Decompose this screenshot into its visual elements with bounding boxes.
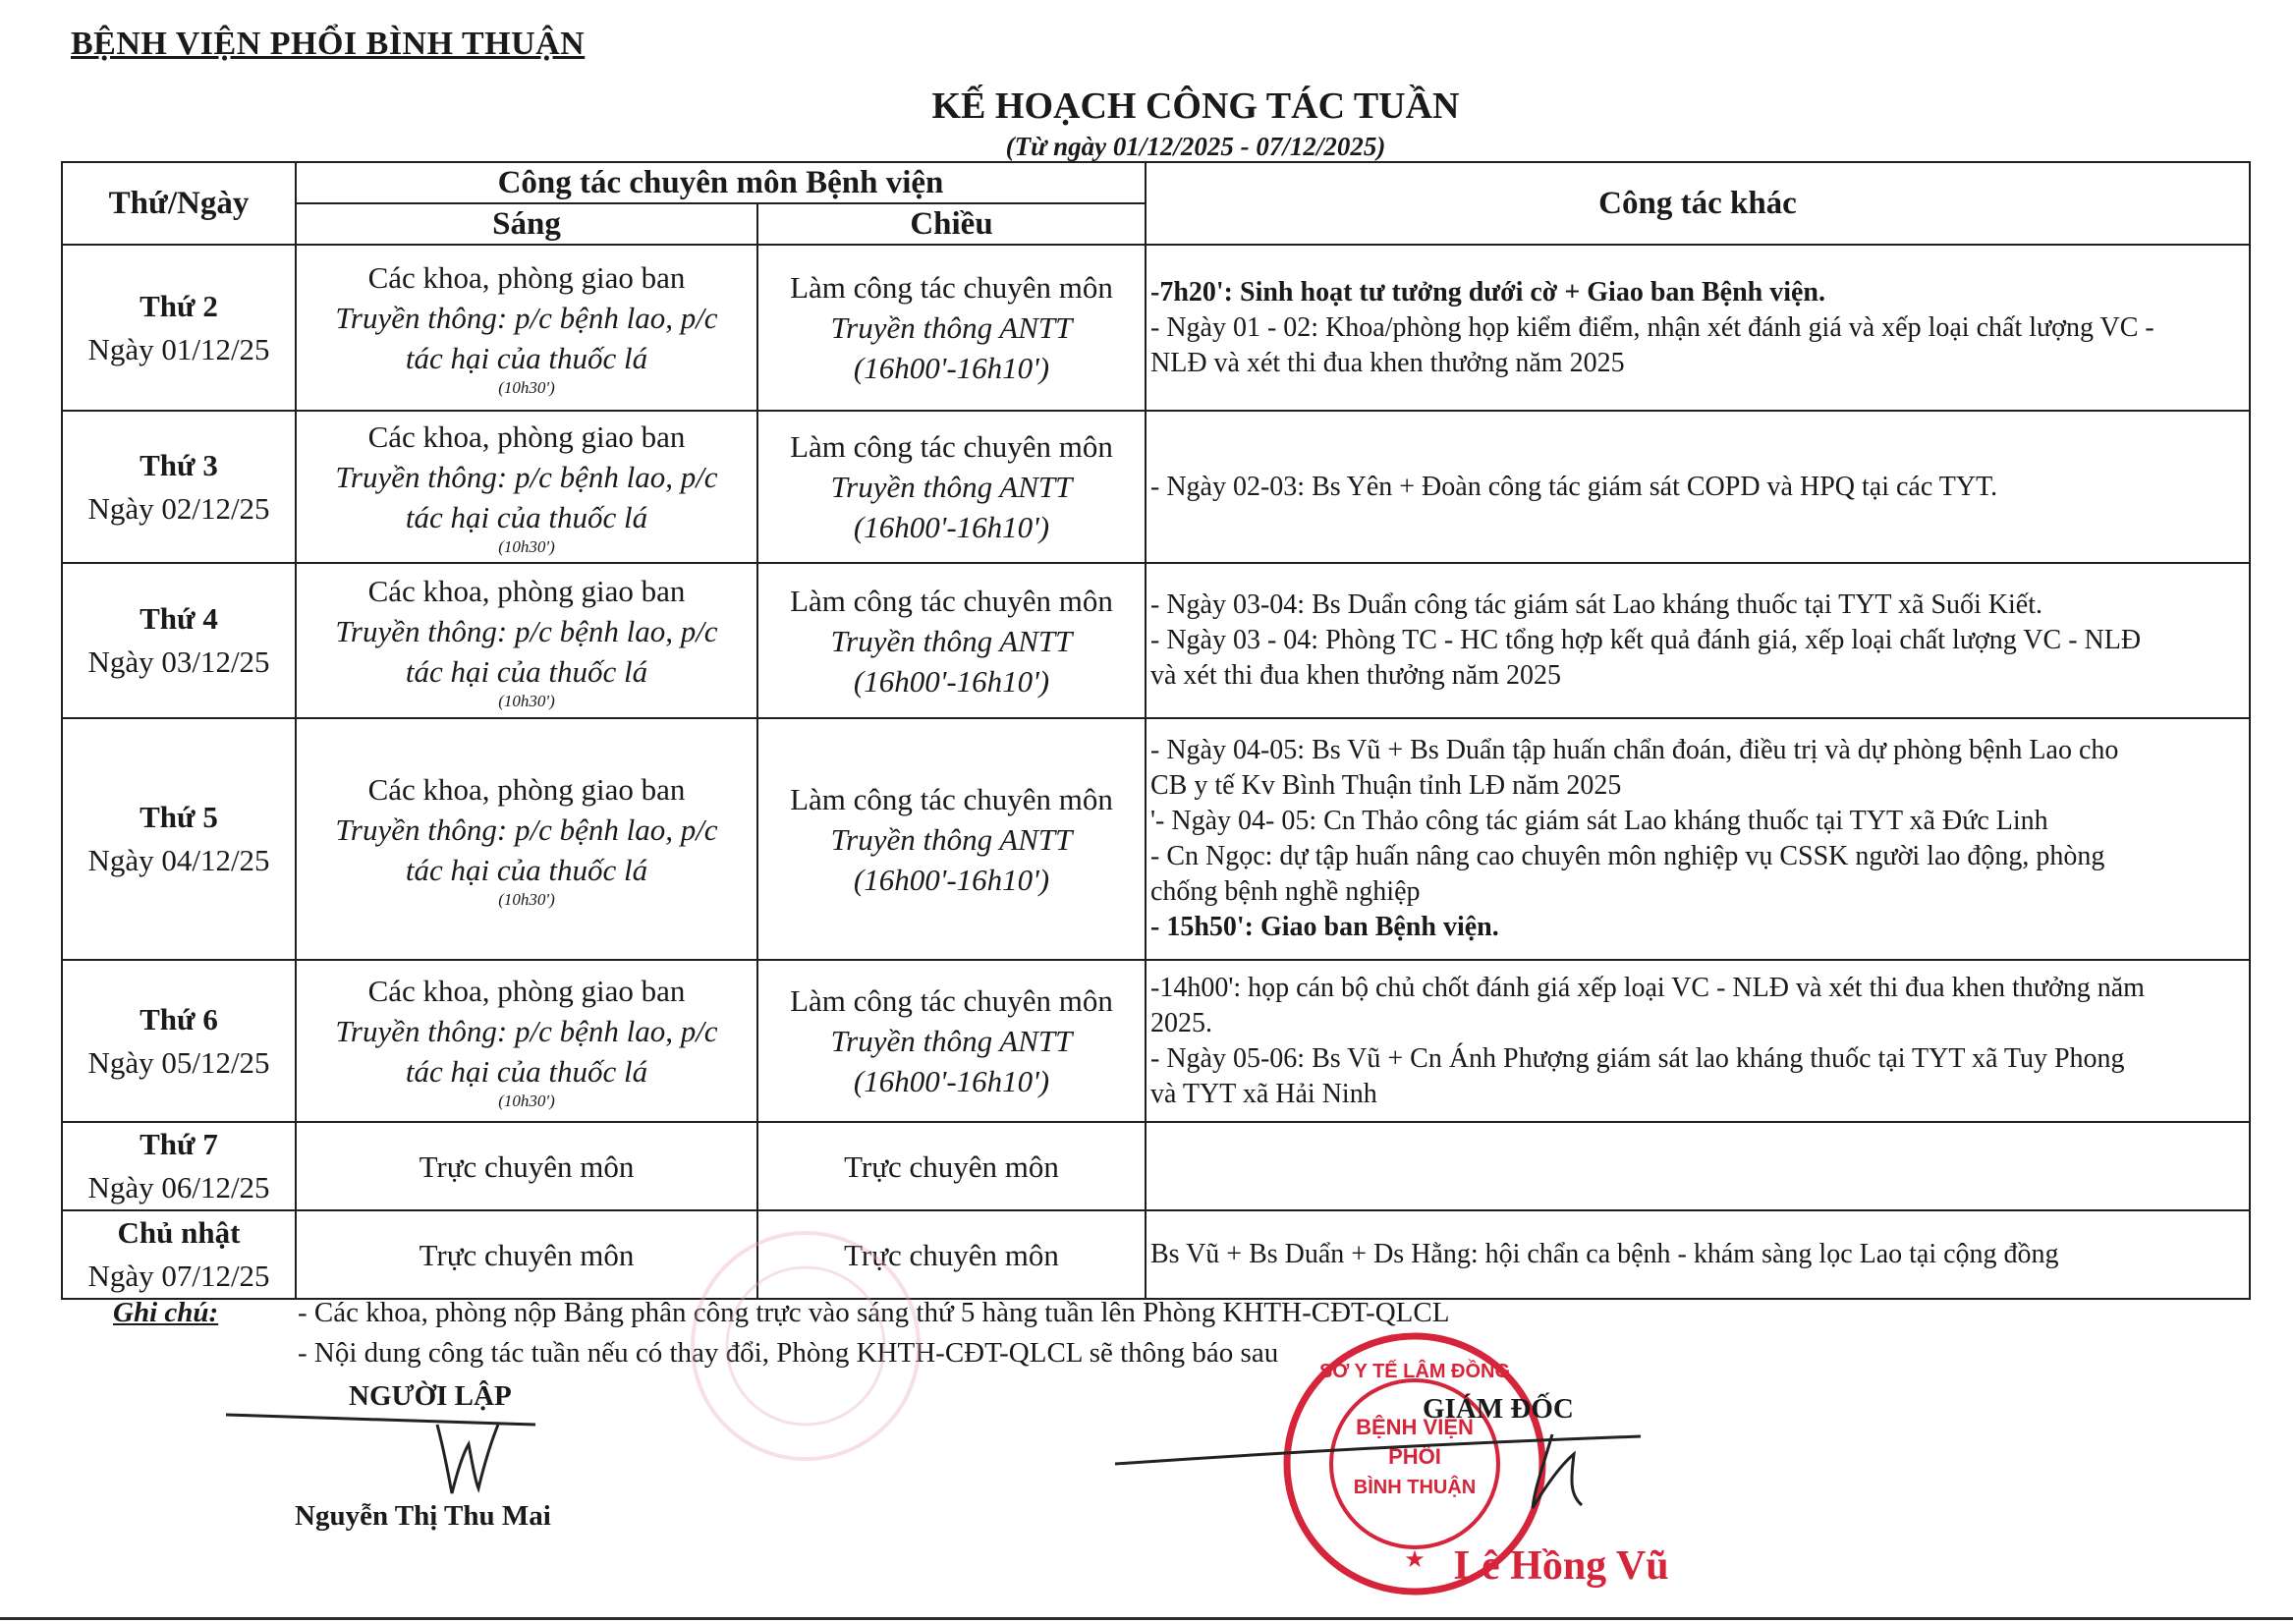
table-row xyxy=(62,1122,2250,1210)
day-date: Ngày 04/12/25 xyxy=(87,843,270,877)
morning-line: Các khoa, phòng giao ban xyxy=(367,260,686,295)
hospital-name: BỆNH VIỆN PHỔI BÌNH THUẬN xyxy=(71,26,586,62)
director-signature-icon xyxy=(1110,1415,1660,1533)
director-name: Lê Hồng Vũ xyxy=(1454,1543,1669,1589)
afternoon-line: Truyền thông ANTT xyxy=(830,310,1073,345)
other-line: '- Ngày 04- 05: Cn Thảo công tác giám sát Lao kháng thuốc tại TYT xã Đức Linh xyxy=(1150,806,2048,836)
day-cell xyxy=(62,1210,296,1299)
seal-ring-text: SỞ Y TẾ LÂM ĐỒNG xyxy=(1318,1361,1511,1382)
table-row xyxy=(62,1210,2250,1299)
day-date: Ngày 07/12/25 xyxy=(87,1259,270,1293)
afternoon-line: (16h00'-16h10') xyxy=(853,1064,1050,1098)
seal-line-3: BÌNH THUẬN xyxy=(1353,1477,1477,1498)
other-line: chống bệnh nghề nghiệp xyxy=(1150,876,1421,907)
day-date: Ngày 06/12/25 xyxy=(87,1170,270,1204)
morning-cell xyxy=(296,245,757,411)
preparer-signature-icon xyxy=(221,1395,545,1503)
morning-line: Truyền thông: p/c bệnh lao, p/c xyxy=(335,460,718,494)
afternoon-cell xyxy=(757,960,1146,1122)
other-line: - Cn Ngọc: dự tập huấn nâng cao chuyên môn nghiệp vụ CSSK người lao động, phòng xyxy=(1150,841,2105,871)
other-line: - 15h50': Giao ban Bệnh viện. xyxy=(1150,912,1499,942)
table-row xyxy=(62,960,2250,1122)
other-cell xyxy=(1146,563,2250,718)
afternoon-line: (16h00'-16h10') xyxy=(853,510,1050,544)
schedule-table xyxy=(61,161,2251,1300)
afternoon-line: Truyền thông ANTT xyxy=(830,1024,1073,1058)
other-line: Bs Vũ + Bs Duẩn + Ds Hằng: hội chẩn ca bệnh - khám sàng lọc Lao tại cộng đồng xyxy=(1150,1239,2059,1269)
morning-line: Các khoa, phòng giao ban xyxy=(367,771,686,807)
afternoon-line: Trực chuyên môn xyxy=(844,1148,1059,1184)
date-range: (Từ ngày 01/12/2025 - 07/12/2025) xyxy=(1005,132,1386,161)
morning-line: Các khoa, phòng giao ban xyxy=(367,974,686,1008)
afternoon-cell xyxy=(757,718,1146,960)
other-line: NLĐ và xét thi đua khen thưởng năm 2025 xyxy=(1150,347,1625,378)
other-cell xyxy=(1146,245,2250,411)
note-line: - Nội dung công tác tuần nếu có thay đổi, Phòng KHTH-CĐT-QLCL sẽ thông báo sau xyxy=(298,1337,1279,1369)
other-line: - Ngày 03 - 04: Phòng TC - HC tổng hợp kết quả đánh giá, xếp loại chất lượng VC - NLĐ xyxy=(1150,625,2142,655)
other-cell xyxy=(1146,1122,2250,1210)
other-line: và xét thi đua khen thưởng năm 2025 xyxy=(1150,660,1562,691)
other-line: -14h00': họp cán bộ chủ chốt đánh giá xếp loại VC - NLĐ và xét thi đua khen thưởng năm xyxy=(1150,972,2145,1003)
day-name: Thứ 7 xyxy=(140,1127,218,1161)
table-row xyxy=(62,718,2250,960)
day-name: Thứ 3 xyxy=(140,447,218,482)
day-cell xyxy=(62,718,296,960)
afternoon-line: Truyền thông ANTT xyxy=(830,821,1073,857)
morning-time: (10h30') xyxy=(498,889,555,909)
morning-time: (10h30') xyxy=(498,537,555,556)
afternoon-cell xyxy=(757,563,1146,718)
page-edge-divider xyxy=(0,1617,2293,1620)
morning-line: tác hại của thuốc lá xyxy=(405,653,648,689)
day-cell xyxy=(62,563,296,718)
afternoon-line: Làm công tác chuyên môn xyxy=(790,583,1113,618)
morning-line: Truyền thông: p/c bệnh lao, p/c xyxy=(335,613,718,648)
day-cell xyxy=(62,960,296,1122)
morning-cell xyxy=(296,411,757,563)
col-header-group: Công tác chuyên môn Bệnh viện xyxy=(296,162,1146,203)
note-line: - Các khoa, phòng nộp Bảng phân công trực vào sáng thứ 5 hàng tuần lên Phòng KHTH-CĐT-QLCL xyxy=(298,1297,1450,1328)
col-header-afternoon: Chiều xyxy=(757,203,1146,245)
preparer-name: Nguyễn Thị Thu Mai xyxy=(295,1500,551,1532)
day-name: Thứ 5 xyxy=(140,800,218,834)
day-name: Chủ nhật xyxy=(117,1215,241,1250)
morning-time: (10h30') xyxy=(498,691,555,710)
other-cell xyxy=(1146,960,2250,1122)
table-row xyxy=(62,245,2250,411)
other-line: và TYT xã Hải Ninh xyxy=(1150,1078,1377,1109)
morning-time: (10h30') xyxy=(498,1092,555,1110)
morning-line: Truyền thông: p/c bệnh lao, p/c xyxy=(335,812,718,847)
afternoon-line: (16h00'-16h10') xyxy=(853,351,1050,385)
morning-line: Truyền thông: p/c bệnh lao, p/c xyxy=(335,301,718,335)
afternoon-line: Trực chuyên môn xyxy=(844,1237,1059,1272)
morning-time: (10h30') xyxy=(498,378,555,397)
morning-line: tác hại của thuốc lá xyxy=(405,852,648,887)
afternoon-line: Truyền thông ANTT xyxy=(830,623,1073,658)
morning-line: tác hại của thuốc lá xyxy=(405,1054,648,1089)
page-title: KẾ HOẠCH CÔNG TÁC TUẦN xyxy=(931,85,1460,127)
day-name: Thứ 2 xyxy=(140,288,218,323)
other-line: - Ngày 04-05: Bs Vũ + Bs Duẩn tập huấn chẩn đoán, điều trị và dự phòng bệnh Lao cho xyxy=(1150,735,2119,765)
seal-line-2: PHỔI xyxy=(1388,1444,1441,1469)
day-date: Ngày 05/12/25 xyxy=(87,1044,270,1080)
other-line: - Ngày 01 - 02: Khoa/phòng họp kiểm điểm, nhận xét đánh giá và xếp loại chất lượng VC - xyxy=(1150,311,2154,343)
svg-text:★: ★ xyxy=(1404,1546,1426,1573)
notes-label: Ghi chú: xyxy=(113,1297,219,1328)
day-date: Ngày 02/12/25 xyxy=(87,490,270,526)
morning-cell xyxy=(296,1122,757,1210)
morning-line: tác hại của thuốc lá xyxy=(405,500,648,534)
morning-cell xyxy=(296,718,757,960)
table-row xyxy=(62,563,2250,718)
day-cell xyxy=(62,245,296,411)
director-title: GIÁM ĐỐC xyxy=(1423,1393,1574,1425)
day-date: Ngày 03/12/25 xyxy=(87,644,270,679)
morning-line: Truyền thông: p/c bệnh lao, p/c xyxy=(335,1014,718,1048)
morning-cell xyxy=(296,960,757,1122)
other-line: -7h20': Sinh hoạt tư tưởng dưới cờ + Giao ban Bệnh viện. xyxy=(1150,276,1825,308)
seal-line-1: BỆNH VIỆN xyxy=(1356,1415,1474,1439)
other-cell xyxy=(1146,411,2250,563)
other-cell xyxy=(1146,1210,2250,1299)
other-line: - Ngày 05-06: Bs Vũ + Cn Ánh Phượng giám sát lao kháng thuốc tại TYT xã Tuy Phong xyxy=(1150,1042,2125,1074)
preparer-title: NGƯỜI LẬP xyxy=(349,1380,512,1412)
day-name: Thứ 6 xyxy=(140,1001,218,1036)
table-row xyxy=(62,411,2250,563)
day-cell xyxy=(62,411,296,563)
afternoon-line: Làm công tác chuyên môn xyxy=(790,270,1113,305)
morning-line: Trực chuyên môn xyxy=(419,1237,635,1272)
day-date: Ngày 01/12/25 xyxy=(87,331,270,366)
afternoon-line: Làm công tác chuyên môn xyxy=(790,429,1113,464)
morning-cell xyxy=(296,563,757,718)
afternoon-cell xyxy=(757,411,1146,563)
morning-line: Các khoa, phòng giao ban xyxy=(367,420,686,454)
other-line: - Ngày 03-04: Bs Duẩn công tác giám sát Lao kháng thuốc tại TYT xã Suối Kiết. xyxy=(1150,589,2043,620)
col-header-day: Thứ/Ngày xyxy=(62,162,296,245)
day-cell xyxy=(62,1122,296,1210)
other-line: - Ngày 02-03: Bs Yên + Đoàn công tác giám sát COPD và HPQ tại các TYT. xyxy=(1150,471,1998,502)
col-header-other: Công tác khác xyxy=(1146,162,2250,245)
other-cell xyxy=(1146,718,2250,960)
col-header-morning: Sáng xyxy=(296,203,757,245)
other-line: CB y tế Kv Bình Thuận tỉnh LĐ năm 2025 xyxy=(1150,770,1622,801)
day-name: Thứ 4 xyxy=(140,601,218,636)
afternoon-line: Làm công tác chuyên môn xyxy=(790,781,1113,816)
morning-line: Trực chuyên môn xyxy=(419,1148,635,1184)
other-line: 2025. xyxy=(1150,1007,1212,1038)
faint-stamp-icon xyxy=(658,1218,953,1474)
afternoon-line: Truyền thông ANTT xyxy=(830,470,1073,504)
afternoon-line: (16h00'-16h10') xyxy=(853,663,1050,699)
afternoon-cell xyxy=(757,1122,1146,1210)
afternoon-line: (16h00'-16h10') xyxy=(853,862,1050,897)
afternoon-line: Làm công tác chuyên môn xyxy=(790,983,1113,1018)
morning-line: tác hại của thuốc lá xyxy=(405,341,648,375)
afternoon-cell xyxy=(757,245,1146,411)
morning-line: Các khoa, phòng giao ban xyxy=(367,573,686,608)
